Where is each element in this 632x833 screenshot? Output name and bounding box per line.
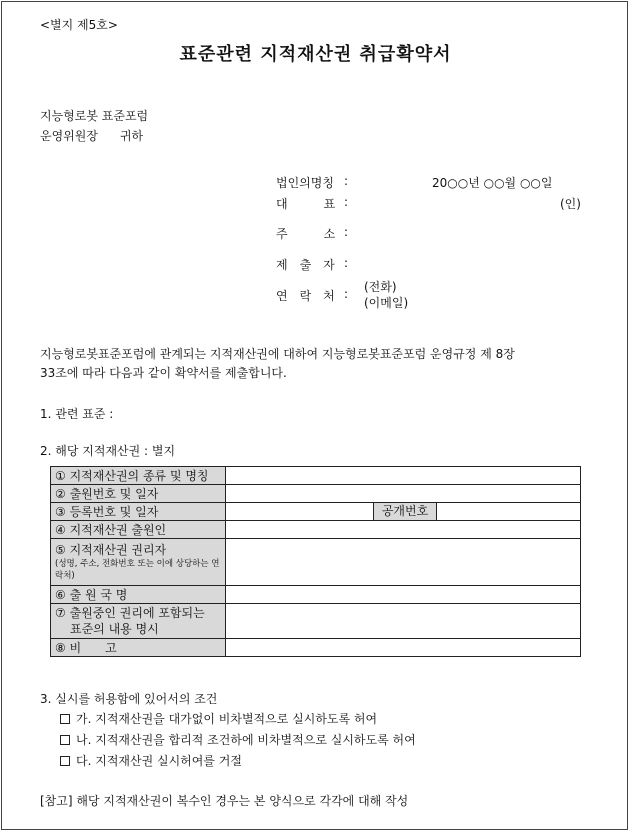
checkbox[interactable] [60, 714, 70, 724]
condition-option-b[interactable] [60, 731, 416, 748]
field-colon: : [344, 287, 349, 301]
row-value-cell[interactable] [226, 604, 581, 639]
row-value-cell[interactable] [226, 586, 581, 604]
row-value-cell[interactable] [226, 539, 581, 586]
row-label [51, 604, 226, 639]
row-value-cell[interactable] [226, 485, 581, 503]
table-row [51, 539, 581, 586]
contact-email: (이메일) [364, 296, 409, 310]
row-label: ④ 지적재산권 출원인 [51, 521, 226, 539]
recipient-position: 운영위원장 [40, 129, 98, 143]
recipient-honorific: 귀하 [119, 129, 144, 143]
row-label-main: ⑤ 지적재산권 권리자 [55, 542, 167, 557]
registration-value-cell[interactable] [226, 503, 374, 520]
row-label: ⑧ 비 고 [51, 639, 226, 657]
row-value-cell[interactable] [226, 639, 581, 657]
table-row [51, 485, 581, 503]
section-related-standard: 1. 관련 표준 : [40, 407, 114, 421]
form-page [1, 1, 628, 830]
date-value: 20○○년 ○○월 ○○일 [432, 176, 553, 190]
recipient-org: 지능형로봇 표준포럼 [40, 109, 149, 123]
table-row [51, 586, 581, 604]
section-conditions: 3. 실시를 허용함에 있어서의 조건 [40, 692, 218, 706]
field-colon: : [344, 174, 349, 188]
field-label-contact: 연 락 처 [276, 289, 335, 303]
row-label-line1: ⑦ 출원중인 권리에 포함되는 [55, 606, 205, 620]
field-label-company: 법인의명칭 [276, 176, 334, 190]
table-row [51, 521, 581, 539]
field-colon: : [344, 225, 349, 239]
checkbox[interactable] [60, 735, 70, 745]
reference-note: [참고] 해당 지적재산권이 복수인 경우는 본 양식으로 각각에 대해 작성 [40, 794, 409, 808]
row-label: ⑥ 출 원 국 명 [51, 586, 226, 604]
row-label: ② 출원번호 및 일자 [51, 485, 226, 503]
condition-text: 가. 지적재산권을 대가없이 비차별적으로 실시하도록 허여 [76, 712, 378, 726]
checkbox[interactable] [60, 756, 70, 766]
row-value-cell[interactable] [226, 467, 581, 485]
row-label-sub: (성명, 주소, 전화번호 또는 이에 상당하는 연락처) [55, 558, 220, 581]
section-ip-rights: 2. 해당 지적재산권 : 별지 [40, 444, 176, 458]
document-title: 표준관련 지적재산권 취급확약서 [179, 44, 452, 65]
condition-text: 다. 지적재산권 실시허여를 거절 [76, 754, 242, 768]
recipient-title [40, 127, 143, 144]
seal-mark: (인) [560, 197, 581, 211]
condition-text: 나. 지적재산권을 합리적 조건하에 비차별적으로 실시하도록 허여 [76, 733, 416, 747]
field-label-representative: 대 표 [276, 197, 336, 211]
row-value-cell [226, 503, 581, 521]
body-text-line2: 33조에 따라 다음과 같이 확약서를 제출합니다. [40, 366, 287, 380]
row-label [51, 539, 226, 586]
row-label: ③ 등록번호 및 일자 [51, 503, 226, 521]
condition-option-a[interactable] [60, 710, 377, 727]
row-label: ① 지적재산권의 종류 및 명칭 [51, 467, 226, 485]
ip-table [50, 466, 581, 657]
publication-number-label: 공개번호 [374, 503, 437, 520]
form-number: <별지 제5호> [40, 18, 118, 32]
publication-number-cell[interactable] [437, 503, 580, 520]
table-row [51, 467, 581, 485]
row-label-line2: 표준의 내용 명시 [70, 622, 159, 636]
field-label-address: 주 소 [276, 227, 336, 241]
body-text-line1: 지능형로봇표준포럼에 관계되는 지적재산권에 대하여 지능형로봇표준포럼 운영규정 제 8장 [40, 347, 515, 361]
field-colon: : [344, 256, 349, 270]
contact-phone: (전화) [364, 280, 397, 294]
row-value-cell[interactable] [226, 521, 581, 539]
table-row [51, 604, 581, 639]
field-label-submitter: 제 출 자 [276, 258, 335, 272]
table-row [51, 639, 581, 657]
table-row [51, 503, 581, 521]
field-colon: : [344, 195, 349, 209]
condition-option-c[interactable] [60, 752, 242, 769]
